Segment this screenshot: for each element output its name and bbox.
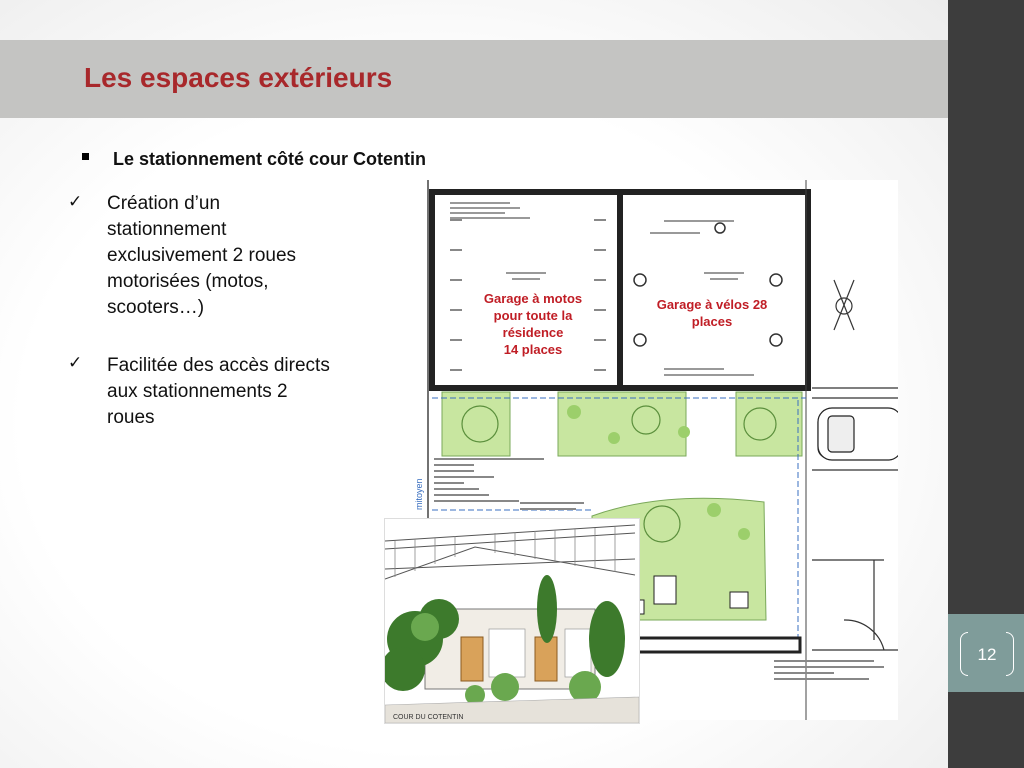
garage-velos-label: [646, 296, 778, 330]
slide-title: Les espaces extérieurs: [84, 62, 393, 93]
bullet-1: [107, 191, 397, 321]
bullet-1-line: exclusivement 2 roues: [107, 245, 297, 266]
courtyard-sketch: [384, 518, 640, 724]
subheading: Le stationnement côté cour Cotentin: [113, 149, 427, 169]
checkmark-icon: ✓: [68, 353, 83, 372]
bullet-2: [107, 353, 397, 431]
bullet-1-line: scooters…): [107, 297, 205, 318]
bullet-2-line: aux stationnements 2: [107, 381, 288, 402]
bullet-2-line: roues: [107, 407, 155, 428]
garage-motos-line: résidence: [502, 325, 564, 340]
sketch-caption: COUR DU COTENTIN: [393, 714, 464, 721]
garage-velos-line: places: [691, 314, 733, 329]
garage-motos-line: Garage à motos: [483, 291, 583, 306]
bullet-1-line: stationnement: [107, 219, 227, 240]
bullet-1-line: Création d’un: [107, 193, 221, 214]
garage-velos-line: Garage à vélos 28: [656, 297, 768, 312]
garage-motos-line: pour toute la: [493, 308, 573, 323]
page-number: 12: [977, 645, 997, 664]
garage-motos-label: [474, 290, 592, 358]
bullet-2-line: Facilitée des accès directs: [107, 355, 330, 376]
plan-side-label: mitoyen: [414, 478, 424, 510]
checkmark-icon: ✓: [68, 192, 83, 211]
garage-motos-line: 14 places: [503, 342, 563, 357]
courtyard-sketch-drawing: [385, 519, 639, 723]
square-bullet-icon: [82, 153, 89, 160]
bullet-1-line: motorisées (motos,: [107, 271, 269, 292]
